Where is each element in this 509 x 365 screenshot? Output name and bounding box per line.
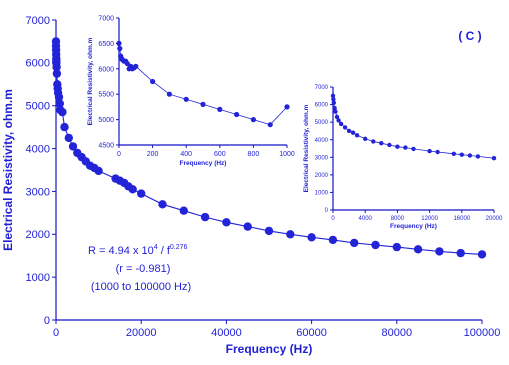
inset-low-x-tick-label: 200 (146, 151, 159, 158)
inset-low-y-tick-label: 5000 (98, 117, 114, 125)
inset-low-x-tick-label: 800 (247, 151, 260, 158)
main-data-point (65, 134, 73, 142)
inset-wide-data-point (347, 129, 351, 133)
main-x-tick-label: 0 (52, 327, 60, 339)
main-data-point (53, 69, 61, 77)
equation-exponent-2: 0.276 (169, 244, 188, 251)
inset-wide-x-tick-label: 4000 (358, 216, 372, 222)
inset-wide-data-point (427, 149, 431, 153)
inset-wide-data-point (476, 154, 480, 158)
inset-low-data-point (184, 97, 189, 102)
inset-wide-data-point (395, 145, 399, 149)
main-data-point (435, 247, 443, 255)
inset-wide-x-tick-label: 0 (331, 216, 335, 222)
main-x-tick-label: 60000 (296, 327, 327, 339)
panel-label: ( C ) (458, 29, 482, 43)
main-y-tick-label: 3000 (25, 186, 50, 199)
main-y-tick-label: 2000 (25, 229, 50, 242)
inset-low-y-tick-label: 5500 (98, 91, 114, 99)
inset-wide-x-tick-label: 16000 (453, 216, 471, 222)
inset-low-data-point (133, 64, 138, 69)
inset-low-data-point (217, 107, 222, 112)
inset-wide-data-point (468, 153, 472, 157)
equation-base: R = 4.94 x 10 (88, 245, 154, 257)
inset-low-x-tick-label: 600 (213, 151, 226, 158)
main-x-label: Frequency (Hz) (225, 342, 313, 356)
inset-wide-data-point (363, 137, 367, 141)
inset-wide-data-point (379, 141, 383, 145)
equation-line-2: (r = -0.981) (115, 263, 171, 275)
inset-wide-data-point (435, 150, 439, 154)
inset-low-x-tick-label: 400 (180, 151, 193, 158)
inset-low-y-tick-label: 6500 (98, 40, 114, 48)
inset-wide-data-point (333, 109, 337, 113)
main-y-tick-label: 6000 (25, 57, 50, 70)
main-y-label: Electrical Resistivity, ohm.m (1, 89, 15, 251)
inset-wide-y-tick-label: 1000 (314, 190, 328, 197)
inset-wide-panel (303, 85, 503, 230)
inset-wide-data-point (332, 101, 336, 105)
main-data-point (222, 218, 230, 226)
inset-wide-data-point (403, 145, 407, 149)
inset-wide-data-point (371, 139, 375, 143)
inset-wide-y-tick-label: 4000 (314, 137, 328, 144)
inset-wide-data-point (452, 152, 456, 156)
main-y-tick-label: 7000 (25, 14, 50, 27)
inset-low-data-point (234, 112, 239, 117)
inset-wide-data-point (343, 125, 347, 129)
equation-divisor: / f (157, 245, 170, 257)
inset-wide-y-tick-label: 3000 (314, 155, 328, 162)
main-data-point (307, 233, 315, 241)
inset-wide-x-tick-label: 20000 (485, 216, 503, 222)
inset-low-data-point (167, 92, 172, 97)
main-y-tick-label: 4000 (25, 143, 50, 156)
main-data-point (60, 123, 68, 131)
main-data-point (158, 200, 166, 208)
inset-wide-data-point (351, 131, 355, 135)
inset-low-data-point (150, 79, 155, 84)
main-data-point (457, 249, 465, 257)
inset-wide-data-point (387, 143, 391, 147)
inset-wide-data-point (339, 122, 343, 126)
main-data-point (58, 108, 66, 116)
main-y-tick-label: 0 (43, 314, 50, 327)
main-y-tick-label: 5000 (25, 100, 50, 113)
main-x-tick-label: 40000 (211, 327, 242, 339)
inset-wide-y-tick-label: 7000 (314, 85, 328, 92)
main-data-point (244, 222, 252, 230)
main-y-tick-label: 1000 (25, 271, 50, 284)
inset-low-data-point (251, 117, 256, 122)
inset-low-y-label: Electrical Resistivity, ohm.m (87, 37, 94, 126)
equation-line-3: (1000 to 100000 Hz) (90, 281, 192, 293)
inset-low-y-tick-label: 4500 (98, 142, 114, 150)
main-data-point (478, 250, 486, 258)
inset-low-data-point (200, 102, 205, 107)
inset-low-x-tick-label: 0 (117, 151, 121, 158)
inset-low-data-point (284, 104, 289, 109)
equation-line-1 (88, 244, 188, 257)
main-data-point (137, 189, 145, 197)
main-data-point (393, 243, 401, 251)
inset-low-series-line (119, 43, 287, 124)
fit-equation (88, 244, 191, 293)
inset-wide-y-label: Electrical Resistivity, ohm.m (303, 104, 310, 193)
inset-wide-y-tick-label: 2000 (314, 172, 328, 179)
main-data-point (371, 241, 379, 249)
main-data-point (329, 236, 337, 244)
inset-low-x-tick-label: 1000 (279, 151, 295, 158)
main-data-point (180, 207, 188, 215)
inset-wide-data-point (492, 156, 496, 160)
inset-wide-y-tick-label: 5000 (314, 120, 328, 127)
inset-low-y-tick-label: 6000 (98, 66, 114, 74)
main-panel (1, 15, 500, 356)
inset-wide-y-tick-label: 0 (324, 208, 328, 215)
main-x-tick-label: 20000 (125, 327, 157, 339)
chart-panels (1, 15, 503, 356)
main-data-point (201, 213, 209, 221)
inset-wide-x-tick-label: 12000 (421, 216, 438, 222)
inset-low-data-point (117, 46, 122, 51)
inset-low-data-point (268, 122, 273, 127)
main-data-point (129, 185, 137, 193)
inset-low-y-tick-label: 7000 (98, 15, 114, 23)
main-data-point (265, 227, 273, 235)
inset-wide-x-label: Frequency (Hz) (390, 223, 437, 230)
equation-exponent-1: 4 (153, 244, 158, 251)
inset-low-x-label: Frequency (Hz) (179, 160, 227, 167)
inset-wide-data-point (460, 153, 464, 157)
main-x-tick-label: 80000 (381, 327, 413, 339)
inset-wide-x-tick-label: 8000 (390, 216, 405, 222)
main-data-point (350, 239, 358, 247)
inset-low-panel (87, 15, 295, 167)
main-data-point (94, 167, 102, 175)
main-data-point (414, 245, 422, 253)
inset-wide-y-tick-label: 6000 (314, 102, 328, 109)
inset-wide-data-point (355, 133, 359, 137)
main-data-point (286, 230, 294, 238)
inset-low-data-point (116, 41, 121, 46)
inset-wide-data-point (411, 147, 415, 151)
main-x-tick-label: 100000 (463, 327, 501, 339)
